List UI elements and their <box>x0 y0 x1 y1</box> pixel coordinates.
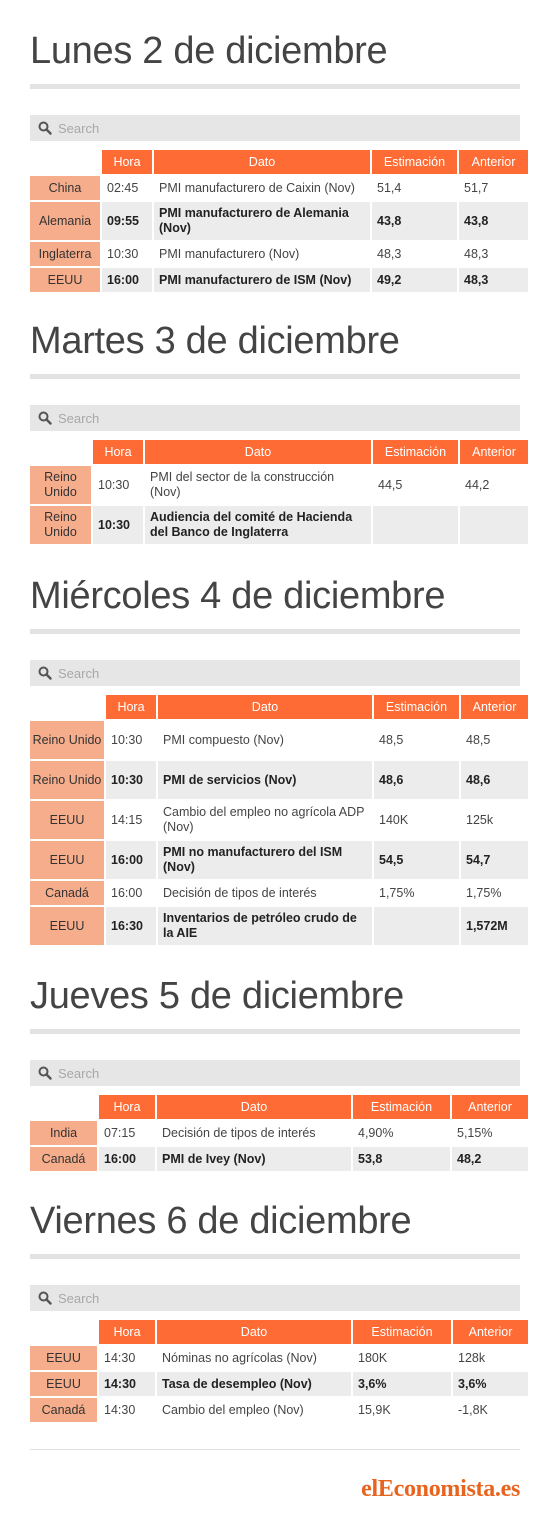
header-anterior[interactable]: Anterior <box>461 695 528 719</box>
header-hora[interactable]: Hora <box>99 1095 155 1119</box>
title-divider <box>30 629 520 634</box>
header-blank <box>30 1320 97 1344</box>
country-cell: Reino Unido <box>30 721 104 759</box>
header-estimacion[interactable]: Estimación <box>374 695 459 719</box>
time-cell: 07:15 <box>104 1125 136 1140</box>
search-icon <box>38 666 52 680</box>
day-section <box>30 1198 520 1417</box>
indicator-cell: Audiencia del comité de Hacienda del Banco de Inglaterra <box>145 506 371 544</box>
estimate-cell: 51,4 <box>377 180 402 195</box>
previous-cell: 3,6% <box>453 1372 528 1396</box>
estimate-cell: 180K <box>358 1350 388 1365</box>
previous-cell: 48,6 <box>461 761 528 799</box>
previous-cell: 1,572M <box>461 907 528 945</box>
table-row <box>30 242 528 266</box>
table-header-row <box>30 440 528 464</box>
estimate-cell <box>373 506 458 544</box>
indicator-cell: Tasa de desempleo (Nov) <box>157 1372 351 1396</box>
country-cell: EEUU <box>30 1372 97 1396</box>
estimate-cell: 48,5 <box>379 732 404 747</box>
time-cell: 14:30 <box>104 1350 136 1365</box>
calendar-table <box>28 1093 530 1173</box>
header-blank <box>30 1095 97 1119</box>
estimate-cell <box>374 907 459 945</box>
search-icon <box>38 121 52 135</box>
table-row <box>30 506 528 544</box>
title-divider <box>30 1254 520 1259</box>
country-cell: EEUU <box>30 268 100 292</box>
table-row <box>30 1147 528 1171</box>
eleconomista-logo[interactable]: elEconomista.es <box>361 1476 520 1502</box>
previous-cell: 51,7 <box>464 180 489 195</box>
day-section <box>30 573 520 940</box>
time-cell: 10:30 <box>106 761 156 799</box>
day-title: Lunes 2 de diciembre <box>30 30 388 72</box>
day-section <box>30 973 520 1166</box>
search-icon <box>38 1291 52 1305</box>
table-row <box>30 1398 528 1422</box>
estimate-cell: 53,8 <box>353 1147 450 1171</box>
header-dato[interactable]: Dato <box>157 1095 351 1119</box>
table-row <box>30 801 528 839</box>
header-estimacion[interactable]: Estimación <box>372 150 457 174</box>
country-cell: EEUU <box>30 907 104 945</box>
time-cell: 10:30 <box>107 246 139 261</box>
table-header-row <box>30 1320 528 1344</box>
header-estimacion[interactable]: Estimación <box>353 1320 451 1344</box>
previous-cell: 44,2 <box>465 477 490 492</box>
previous-cell: 54,7 <box>461 841 528 879</box>
country-cell: Alemania <box>30 202 100 240</box>
footer-divider <box>30 1449 520 1450</box>
table-row <box>30 841 528 879</box>
table-row <box>30 1121 528 1145</box>
indicator-cell: PMI manufacturero de Alemania (Nov) <box>154 202 370 240</box>
country-cell: India <box>30 1121 97 1145</box>
time-cell: 16:00 <box>111 885 143 900</box>
time-cell: 16:00 <box>99 1147 155 1171</box>
indicator-cell: Inventarios de petróleo crudo de la AIE <box>158 907 372 945</box>
header-estimacion[interactable]: Estimación <box>353 1095 450 1119</box>
previous-cell: 128k <box>458 1350 486 1365</box>
estimate-cell: 48,6 <box>374 761 459 799</box>
search-input[interactable] <box>58 411 458 426</box>
country-cell: Inglaterra <box>30 242 100 266</box>
estimate-cell: 3,6% <box>353 1372 451 1396</box>
table-row <box>30 881 528 905</box>
title-divider <box>30 1029 520 1034</box>
indicator-cell: Cambio del empleo (Nov) <box>162 1402 304 1417</box>
previous-cell: 48,3 <box>464 246 489 261</box>
table-row <box>30 466 528 504</box>
previous-cell: 48,2 <box>452 1147 528 1171</box>
search-bar[interactable] <box>30 660 520 686</box>
header-anterior[interactable]: Anterior <box>459 150 528 174</box>
estimate-cell: 48,3 <box>377 246 402 261</box>
previous-cell: 48,5 <box>466 732 491 747</box>
search-input[interactable] <box>58 121 458 136</box>
search-icon <box>38 411 52 425</box>
previous-cell: 48,3 <box>459 268 528 292</box>
header-dato[interactable]: Dato <box>145 440 371 464</box>
country-cell: EEUU <box>30 1346 97 1370</box>
table-row <box>30 1346 528 1370</box>
header-estimacion[interactable]: Estimación <box>373 440 458 464</box>
day-title: Miércoles 4 de diciembre <box>30 575 446 617</box>
title-divider <box>30 374 520 379</box>
day-section <box>30 28 520 287</box>
time-cell: 16:30 <box>106 907 156 945</box>
header-blank <box>30 440 91 464</box>
table-row <box>30 1372 528 1396</box>
day-title: Martes 3 de diciembre <box>30 320 400 362</box>
table-header-row <box>30 1095 528 1119</box>
time-cell: 16:00 <box>102 268 152 292</box>
time-cell: 16:00 <box>106 841 156 879</box>
time-cell: 14:15 <box>111 812 143 827</box>
header-hora[interactable]: Hora <box>99 1320 155 1344</box>
indicator-cell: Nóminas no agrícolas (Nov) <box>162 1350 317 1365</box>
time-cell: 14:30 <box>99 1372 155 1396</box>
search-bar[interactable] <box>30 115 520 141</box>
previous-cell: 5,15% <box>457 1125 493 1140</box>
header-dato[interactable]: Dato <box>154 150 370 174</box>
header-blank <box>30 150 100 174</box>
table-row <box>30 202 528 240</box>
indicator-cell: PMI compuesto (Nov) <box>163 732 284 747</box>
country-cell: Reino Unido <box>30 761 104 799</box>
estimate-cell: 1,75% <box>379 885 415 900</box>
indicator-cell: Decisión de tipos de interés <box>162 1125 316 1140</box>
previous-cell: -1,8K <box>458 1402 488 1417</box>
estimate-cell: 140K <box>379 812 409 827</box>
time-cell: 10:30 <box>98 477 130 492</box>
header-anterior[interactable]: Anterior <box>452 1095 528 1119</box>
search-bar[interactable] <box>30 1285 520 1311</box>
country-cell: China <box>30 176 100 200</box>
header-hora[interactable]: Hora <box>93 440 143 464</box>
indicator-cell: PMI de Ivey (Nov) <box>157 1147 351 1171</box>
estimate-cell: 43,8 <box>372 202 457 240</box>
country-cell: Canadá <box>30 881 104 905</box>
search-bar[interactable] <box>30 405 520 431</box>
indicator-cell: PMI manufacturero de Caixin (Nov) <box>159 180 355 195</box>
header-dato[interactable]: Dato <box>158 695 372 719</box>
indicator-cell: Decisión de tipos de interés <box>163 885 317 900</box>
table-row <box>30 761 528 799</box>
country-cell: Reino Unido <box>30 506 91 544</box>
calendar-table <box>28 693 530 947</box>
country-cell: Reino Unido <box>30 466 91 504</box>
day-title: Viernes 6 de diciembre <box>30 1200 412 1242</box>
header-blank <box>30 695 104 719</box>
search-input[interactable] <box>58 1291 458 1306</box>
estimate-cell: 54,5 <box>374 841 459 879</box>
country-cell: Canadá <box>30 1147 97 1171</box>
time-cell: 09:55 <box>102 202 152 240</box>
search-bar[interactable] <box>30 1060 520 1086</box>
header-hora[interactable]: Hora <box>106 695 156 719</box>
table-row <box>30 176 528 200</box>
header-dato[interactable]: Dato <box>157 1320 351 1344</box>
table-row <box>30 907 528 945</box>
indicator-cell: PMI no manufacturero del ISM (Nov) <box>158 841 372 879</box>
country-cell: EEUU <box>30 841 104 879</box>
estimate-cell: 44,5 <box>378 477 403 492</box>
day-title: Jueves 5 de diciembre <box>30 975 404 1017</box>
calendar-table <box>28 1318 530 1424</box>
country-cell: EEUU <box>30 801 104 839</box>
indicator-cell: PMI del sector de la construcción (Nov) <box>150 470 335 499</box>
previous-cell: 43,8 <box>459 202 528 240</box>
table-header-row <box>30 150 528 174</box>
time-cell: 02:45 <box>107 180 139 195</box>
day-section <box>30 318 520 539</box>
indicator-cell: Cambio del empleo no agrícola ADP (Nov) <box>163 805 365 834</box>
previous-cell: 125k <box>466 812 494 827</box>
previous-cell: 1,75% <box>466 885 502 900</box>
header-anterior[interactable]: Anterior <box>460 440 528 464</box>
title-divider <box>30 84 520 89</box>
header-anterior[interactable]: Anterior <box>453 1320 528 1344</box>
table-row <box>30 268 528 292</box>
search-icon <box>38 1066 52 1080</box>
time-cell: 10:30 <box>93 506 143 544</box>
indicator-cell: PMI de servicios (Nov) <box>158 761 372 799</box>
calendar-table <box>28 438 530 546</box>
calendar-table <box>28 148 530 294</box>
country-cell: Canadá <box>30 1398 97 1422</box>
previous-cell <box>460 506 528 544</box>
estimate-cell: 15,9K <box>358 1402 391 1417</box>
estimate-cell: 4,90% <box>358 1125 394 1140</box>
estimate-cell: 49,2 <box>372 268 457 292</box>
header-hora[interactable]: Hora <box>102 150 152 174</box>
indicator-cell: PMI manufacturero (Nov) <box>159 246 300 261</box>
table-header-row <box>30 695 528 719</box>
time-cell: 10:30 <box>111 732 143 747</box>
time-cell: 14:30 <box>104 1402 136 1417</box>
search-input[interactable] <box>58 1066 458 1081</box>
indicator-cell: PMI manufacturero de ISM (Nov) <box>154 268 370 292</box>
table-row <box>30 721 528 759</box>
search-input[interactable] <box>58 666 458 681</box>
